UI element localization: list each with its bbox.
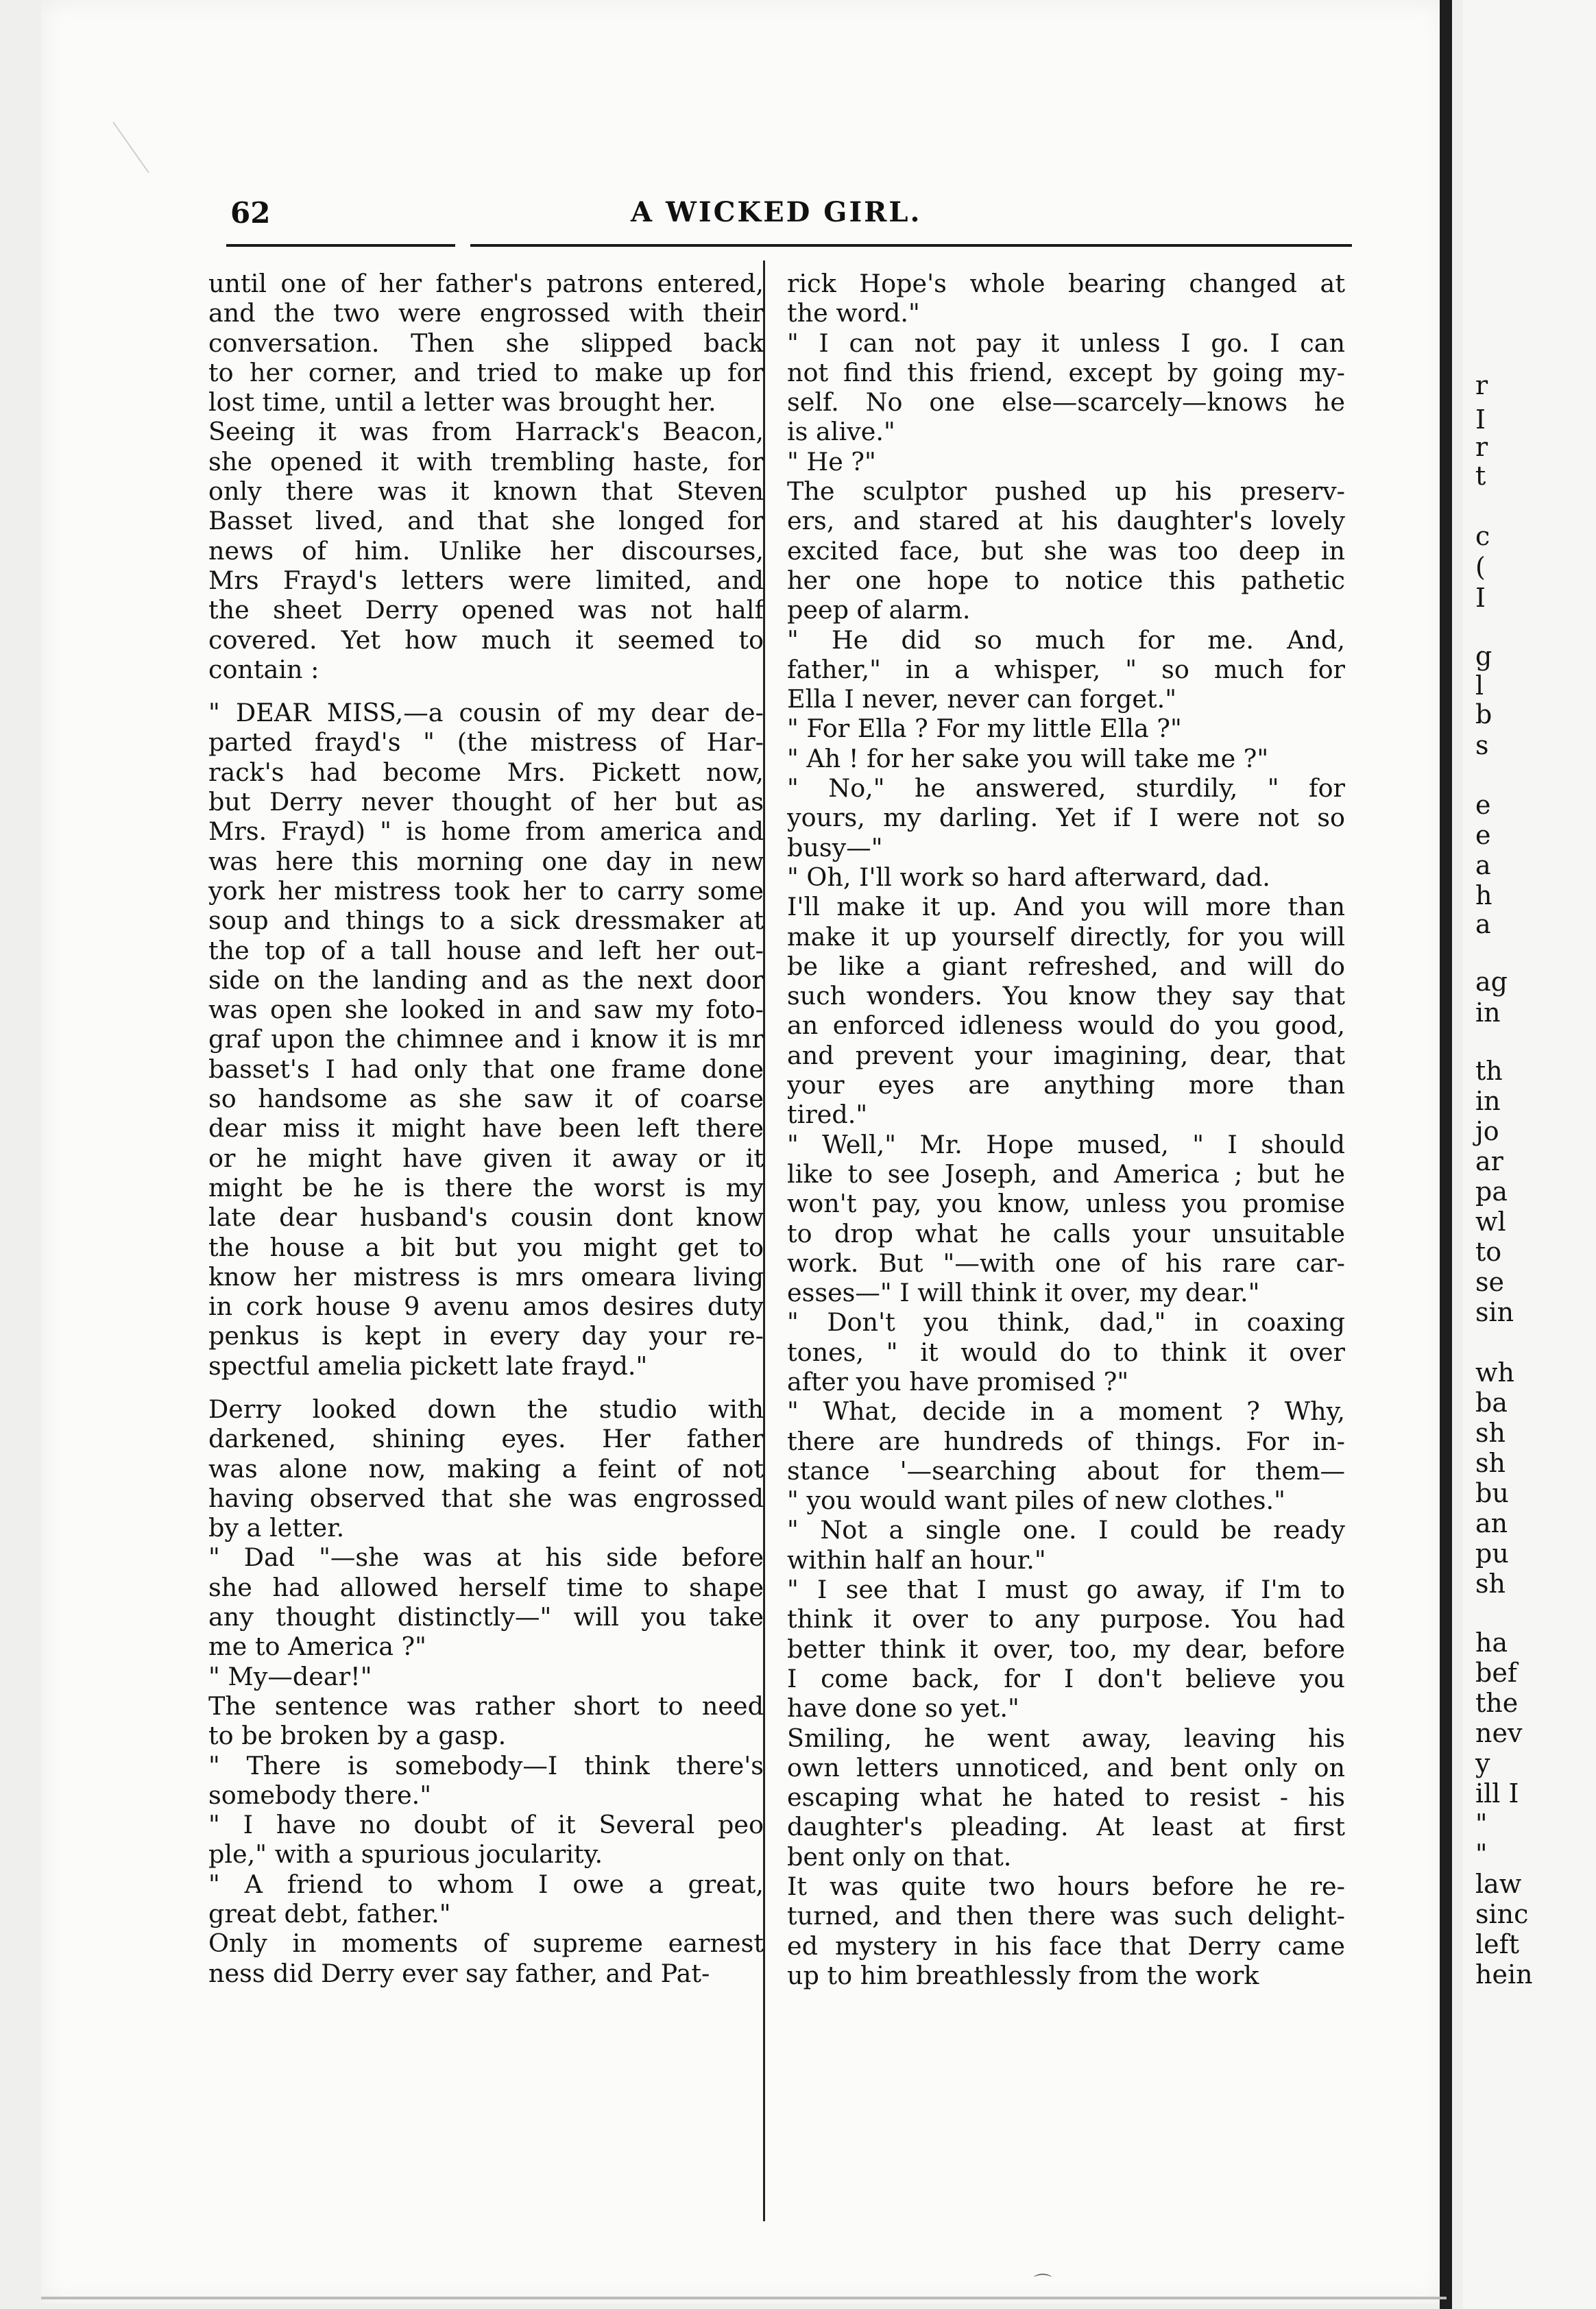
text-line: Only in moments of supreme earnest bbox=[208, 1929, 764, 1959]
text-line: having observed that she was engrossed bbox=[208, 1483, 764, 1513]
text-line: an enforced idleness would do you good, bbox=[787, 1011, 1345, 1041]
right-column-text bbox=[787, 269, 1345, 1990]
facing-page-fragment: ag bbox=[1475, 967, 1508, 997]
text-line: It was quite two hours before he re- bbox=[787, 1872, 1345, 1902]
text-line: " No," he answered, sturdily, " for bbox=[787, 773, 1345, 803]
facing-page-fragment: in bbox=[1475, 1086, 1501, 1116]
text-line: to her corner, and tried to make up for bbox=[208, 357, 764, 387]
facing-page-fragment: ha bbox=[1475, 1628, 1508, 1658]
text-line: dear miss it might have been left there bbox=[208, 1113, 764, 1144]
text-line: conversation. Then she slipped back bbox=[208, 328, 764, 358]
text-line: by a letter. bbox=[208, 1513, 345, 1543]
text-line: Mrs. Frayd) " is home from america and bbox=[208, 817, 764, 847]
facing-page-fragment: r bbox=[1475, 370, 1488, 400]
text-line: won't pay, you know, unless you promise bbox=[787, 1189, 1345, 1219]
text-line: ple," with a spurious jocularity. bbox=[208, 1839, 603, 1870]
text-line: up to him breathlessly from the work bbox=[787, 1960, 1259, 1990]
text-line: " There is somebody—I think there's bbox=[208, 1750, 764, 1780]
text-line: ness did Derry ever say father, and Pat- bbox=[208, 1958, 710, 1988]
facing-page-fragment: b bbox=[1475, 699, 1492, 729]
text-line: might be he is there the worst is my bbox=[208, 1172, 764, 1202]
text-line: but Derry never thought of her but as bbox=[208, 787, 764, 817]
facing-page-fragment: c bbox=[1475, 521, 1490, 551]
text-line: make it up yourself directly, for you will bbox=[787, 921, 1345, 952]
text-line: " Oh, I'll work so hard afterward, dad. bbox=[787, 862, 1270, 892]
facing-page-fragment: to bbox=[1475, 1237, 1502, 1267]
text-line: tired." bbox=[787, 1100, 868, 1130]
facing-page-fragment: hein bbox=[1475, 1959, 1533, 1990]
text-line: only there was it known that Steven bbox=[208, 476, 764, 507]
text-line: Seeing it was from Harrack's Beacon, bbox=[208, 417, 764, 447]
text-line: the sheet Derry opened was not half bbox=[208, 595, 764, 625]
facing-page-fragment: a bbox=[1475, 850, 1491, 880]
page-foot-mark: ⌒ bbox=[1034, 2273, 1052, 2294]
facing-page-fragment: e bbox=[1475, 790, 1491, 820]
head-rule-left bbox=[226, 244, 455, 247]
text-line: and prevent your imagining, dear, that bbox=[787, 1040, 1345, 1070]
facing-page-fragment: g bbox=[1475, 641, 1492, 671]
text-line: " Don't you think, dad," in coaxing bbox=[787, 1307, 1345, 1338]
text-line: have done so yet." bbox=[787, 1693, 1019, 1724]
facing-page-fragment: ( bbox=[1475, 552, 1486, 582]
text-line: rick Hope's whole bearing changed at bbox=[787, 269, 1345, 298]
text-line: " For Ella ? For my little Ella ?" bbox=[787, 714, 1182, 744]
text-line: Smiling, he went away, leaving his bbox=[787, 1723, 1345, 1753]
running-head: A WICKED GIRL. bbox=[631, 196, 922, 228]
text-line: be like a giant refreshed, and will do bbox=[787, 951, 1345, 981]
text-line: " What, decide in a moment ? Why, bbox=[787, 1397, 1345, 1427]
text-line: not find this friend, except by going my- bbox=[787, 357, 1345, 387]
facing-page-edge bbox=[1463, 0, 1596, 2309]
text-line: Mrs Frayd's letters were limited, and bbox=[208, 565, 764, 595]
facing-page-fragment: sh bbox=[1475, 1569, 1506, 1599]
text-line: such wonders. You know they say that bbox=[787, 981, 1345, 1011]
text-line: daughter's pleading. At least at first bbox=[787, 1812, 1345, 1842]
text-line: like to see Joseph, and America ; but he bbox=[787, 1159, 1345, 1189]
text-line: better think it over, too, my dear, before bbox=[787, 1634, 1345, 1664]
text-line: I'll make it up. And you will more than bbox=[787, 892, 1345, 922]
text-line: graf upon the chimnee and i know it is mr bbox=[208, 1024, 764, 1054]
facing-page-fragment: an bbox=[1475, 1508, 1508, 1538]
facing-page-fragment: in bbox=[1475, 998, 1501, 1028]
text-line: esses—" I will think it over, my dear." bbox=[787, 1278, 1260, 1308]
text-line: so handsome as she saw it of coarse bbox=[208, 1084, 764, 1114]
facing-page-fragment: ill I bbox=[1475, 1778, 1519, 1809]
text-line: ed mystery in his face that Derry came bbox=[787, 1931, 1345, 1961]
facing-page-fragment: ar bbox=[1475, 1146, 1503, 1176]
facing-page-fragment: sin bbox=[1475, 1297, 1514, 1327]
facing-page-fragment: the bbox=[1475, 1688, 1519, 1718]
text-line: after you have promised ?" bbox=[787, 1366, 1129, 1397]
text-line: Derry looked down the studio with bbox=[208, 1394, 764, 1424]
facing-page-fragment: t bbox=[1475, 461, 1486, 491]
facing-page-fragment: s bbox=[1475, 730, 1489, 760]
text-line: " I can not pay it unless I go. I can bbox=[787, 328, 1345, 358]
text-line: I come back, for I don't believe you bbox=[787, 1663, 1345, 1693]
text-line: " My—dear!" bbox=[208, 1661, 372, 1691]
text-line: was here this morning one day in new bbox=[208, 846, 764, 876]
text-line: me to America ?" bbox=[208, 1632, 426, 1662]
text-line: york her mistress took her to carry some bbox=[208, 875, 764, 906]
text-line: spectful amelia pickett late frayd." bbox=[208, 1351, 648, 1381]
text-line: " He ?" bbox=[787, 446, 876, 476]
text-line: busy—" bbox=[787, 832, 883, 862]
text-line: excited face, but she was too deep in bbox=[787, 535, 1345, 566]
text-line: escaping what he hated to resist - his bbox=[787, 1782, 1345, 1813]
text-line: yours, my darling. Yet if I were not so bbox=[787, 803, 1345, 833]
facing-page-fragment: sh bbox=[1475, 1418, 1506, 1448]
text-line: was alone now, making a feint of not bbox=[208, 1453, 764, 1484]
text-line: basset's I had only that one frame done bbox=[208, 1054, 764, 1084]
facing-page-fragment: " bbox=[1475, 1839, 1488, 1869]
facing-page-fragment: th bbox=[1475, 1056, 1503, 1086]
text-line: lost time, until a letter was brought her. bbox=[208, 387, 716, 418]
text-line: she opened it with trembling haste, for bbox=[208, 446, 764, 476]
page-bottom-edge bbox=[41, 2297, 1447, 2299]
facing-page-fragment: r bbox=[1475, 432, 1488, 462]
text-line: the house a bit but you might get to bbox=[208, 1232, 764, 1262]
text-line: " He did so much for me. And, bbox=[787, 625, 1345, 655]
facing-page-fragment: se bbox=[1475, 1267, 1504, 1297]
text-line: " Well," Mr. Hope mused, " I should bbox=[787, 1129, 1345, 1159]
facing-page-fragment: bu bbox=[1475, 1478, 1509, 1508]
text-line: " Dad "—she was at his side before bbox=[208, 1543, 764, 1573]
text-line: tones, " it would do to think it over bbox=[787, 1337, 1345, 1367]
text-line: news of him. Unlike her discourses, bbox=[208, 535, 764, 566]
text-line: covered. Yet how much it seemed to bbox=[208, 625, 764, 655]
text-line: until one of her father's patrons entered, bbox=[208, 269, 764, 298]
text-line: self. No one else—scarcely—knows he bbox=[787, 387, 1345, 418]
facing-page-fragment: bef bbox=[1475, 1658, 1517, 1688]
facing-page-fragment: y bbox=[1475, 1748, 1490, 1778]
text-line: " DEAR MISS,—a cousin of my dear de- bbox=[208, 698, 764, 728]
text-line: the top of a tall house and left her out- bbox=[208, 935, 764, 965]
text-line: bent only on that. bbox=[787, 1841, 1012, 1872]
text-line: think it over to any purpose. You had bbox=[787, 1604, 1345, 1634]
facing-page-fragment: a bbox=[1475, 909, 1491, 939]
text-line: late dear husband's cousin dont know bbox=[208, 1202, 764, 1233]
facing-page-fragment: pu bbox=[1475, 1538, 1509, 1569]
text-line: penkus is kept in every day your re- bbox=[208, 1321, 764, 1351]
facing-page-fragment: l bbox=[1475, 670, 1484, 701]
text-line: " I see that I must go away, if I'm to bbox=[787, 1575, 1345, 1605]
text-line: there are hundreds of things. For in- bbox=[787, 1426, 1345, 1456]
text-line: any thought distinctly—" will you take bbox=[208, 1602, 764, 1632]
text-line: your eyes are anything more than bbox=[787, 1070, 1345, 1100]
facing-page-fragment: wh bbox=[1475, 1357, 1514, 1388]
text-line: the word." bbox=[787, 298, 920, 328]
facing-page-fragment: I bbox=[1475, 583, 1486, 613]
text-line: and the two were engrossed with their bbox=[208, 298, 764, 328]
binding-gutter bbox=[1440, 0, 1452, 2309]
facing-page-fragment: nev bbox=[1475, 1718, 1523, 1748]
text-line: work. But "—with one of his rare car- bbox=[787, 1248, 1345, 1278]
text-line: " Ah ! for her sake you will take me ?" bbox=[787, 743, 1269, 773]
text-line: great debt, father." bbox=[208, 1899, 451, 1929]
text-line: soup and things to a sick dressmaker at bbox=[208, 906, 764, 936]
text-line: parted frayd's " (the mistress of Har- bbox=[208, 727, 764, 758]
facing-page-fragment: " bbox=[1475, 1809, 1488, 1839]
text-line: peep of alarm. bbox=[787, 595, 971, 625]
facing-page-fragment: left bbox=[1475, 1929, 1519, 1959]
facing-page-fragment: h bbox=[1475, 880, 1492, 910]
text-line: is alive." bbox=[787, 417, 895, 447]
text-line: own letters unnoticed, and bent only on bbox=[787, 1752, 1345, 1782]
facing-page-fragment: ba bbox=[1475, 1388, 1508, 1418]
facing-page-fragment: law bbox=[1475, 1869, 1522, 1899]
text-line: contain : bbox=[208, 654, 319, 684]
text-line: somebody there." bbox=[208, 1780, 432, 1810]
text-line bbox=[208, 684, 764, 698]
text-line: to drop what he calls your unsuitable bbox=[787, 1218, 1345, 1248]
page-number: 62 bbox=[230, 196, 271, 230]
text-line: within half an hour." bbox=[787, 1545, 1046, 1575]
facing-page-fragment: sinc bbox=[1475, 1899, 1529, 1929]
facing-page-fragment: e bbox=[1475, 820, 1491, 850]
text-line: darkened, shining eyes. Her father bbox=[208, 1424, 764, 1454]
facing-page-fragment: pa bbox=[1475, 1176, 1508, 1207]
text-line: stance '—searching about for them— bbox=[787, 1455, 1345, 1486]
text-line: " A friend to whom I owe a great, bbox=[208, 1869, 764, 1899]
head-rule-right bbox=[470, 244, 1352, 247]
text-line: The sculptor pushed up his preserv- bbox=[787, 476, 1345, 507]
facing-page-fragment: jo bbox=[1475, 1116, 1499, 1146]
text-line: or he might have given it away or it bbox=[208, 1143, 764, 1173]
facing-page-fragment: sh bbox=[1475, 1448, 1506, 1478]
text-line: father," in a whisper, " so much for bbox=[787, 654, 1345, 684]
text-line: she had allowed herself time to shape bbox=[208, 1572, 764, 1602]
text-line bbox=[208, 1381, 764, 1394]
text-line: " Not a single one. I could be ready bbox=[787, 1515, 1345, 1545]
text-line: her one hope to notice this pathetic bbox=[787, 565, 1345, 595]
text-line: side on the landing and as the next door bbox=[208, 965, 764, 995]
text-line: in cork house 9 avenu amos desires duty bbox=[208, 1292, 764, 1322]
text-line: ers, and stared at his daughter's lovely bbox=[787, 506, 1345, 536]
facing-page-fragment: wl bbox=[1475, 1207, 1506, 1237]
text-line: was open she looked in and saw my foto- bbox=[208, 995, 764, 1025]
facing-page-fragment: I bbox=[1475, 404, 1486, 435]
text-line: Ella I never, never can forget." bbox=[787, 684, 1176, 714]
text-line: Basset lived, and that she longed for bbox=[208, 506, 764, 536]
text-line: know her mistress is mrs omeara living bbox=[208, 1261, 764, 1292]
text-line: rack's had become Mrs. Pickett now, bbox=[208, 757, 764, 787]
left-column-text bbox=[208, 269, 764, 1988]
text-line: The sentence was rather short to need bbox=[208, 1691, 764, 1721]
text-line: turned, and then there was such delight- bbox=[787, 1901, 1345, 1931]
text-line: to be broken by a gasp. bbox=[208, 1721, 507, 1751]
text-line: " you would want piles of new clothes." bbox=[787, 1486, 1285, 1516]
text-line: " I have no doubt of it Several peo bbox=[208, 1810, 764, 1840]
